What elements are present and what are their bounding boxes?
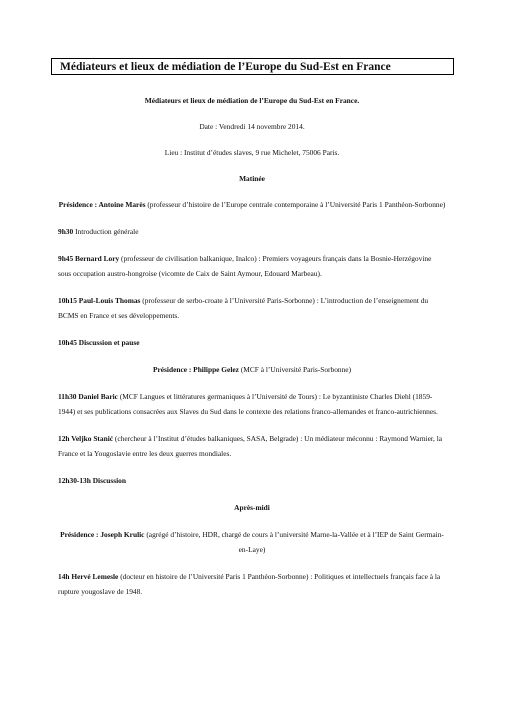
item-1200-label: 12h Veljko Stanić xyxy=(58,434,114,443)
program-item-1130 xyxy=(58,389,446,419)
item-0945-text: (professeur de civilisation balkanique, Inalco) : Premiers voyageurs français dans la Bosnie-Herzégovine sous occupation austro-hongroise (vicomte de Caix de Saint Aymour, Edouard Marbeau). xyxy=(58,254,432,278)
second-chair xyxy=(58,362,446,377)
second-chair-label: Présidence : Philippe Gelez xyxy=(152,365,239,374)
item-1130-label: 11h30 Daniel Baric xyxy=(58,392,118,401)
morning-chair-text: (professeur d’histoire de l’Europe centrale contemporaine à l’Université Paris 1 Panthéon-Sorbonne) xyxy=(147,200,446,209)
item-0945-label: 9h45 Bernard Lory xyxy=(58,254,120,263)
program-item-1400 xyxy=(58,569,446,599)
afternoon-chair-label: Présidence : Joseph Krulic xyxy=(60,530,145,539)
item-1400-text: (docteur en histoire de l’Université Paris 1 Panthéon-Sorbonne) : Politiques et intellectuels français face à la rupture yougoslave de 1948. xyxy=(58,572,441,596)
program-item-1230: 12h30-13h Discussion xyxy=(58,476,126,485)
program-item-1200 xyxy=(58,431,446,461)
document-body xyxy=(58,93,446,611)
program-item-1045: 10h45 Discussion et pause xyxy=(58,338,140,347)
subtitle: Médiateurs et lieux de médiation de l’Europe du Sud-Est en France. xyxy=(144,96,360,105)
item-1015-text: (professeur de serbo-croate à l’Université Paris-Sorbonne) : L’introduction de l’enseignement du BCMS en France et ses développements. xyxy=(58,296,429,320)
document-title-box: Médiateurs et lieux de médiation de l’Europe du Sud-Est en France xyxy=(51,58,454,75)
item-1400-label: 14h Hervé Lemesle xyxy=(58,572,119,581)
program-item-1015 xyxy=(58,293,446,323)
morning-heading: Matinée xyxy=(239,174,265,183)
date-line: Date : Vendredi 14 novembre 2014. xyxy=(199,122,305,131)
morning-chair xyxy=(58,197,446,212)
item-1015-label: 10h15 Paul-Louis Thomas xyxy=(58,296,141,305)
morning-chair-label: Présidence : Antoine Marès xyxy=(58,200,146,209)
afternoon-chair xyxy=(58,527,446,557)
afternoon-chair-text: (agrégé d’histoire, HDR, chargé de cours à l’université Marne-la-Vallée et à l’IEP de Saint Germain-en-Laye) xyxy=(146,530,444,554)
afternoon-heading: Après-midi xyxy=(234,503,270,512)
program-item-0945 xyxy=(58,251,446,281)
item-0930-text: Introduction générale xyxy=(75,227,139,236)
item-1200-text: (chercheur à l’Institut d’études balkaniques, SASA, Belgrade) : Un médiateur méconnu : Raymond Warnier, la France et la Yougoslavie entre les deux guerres mondiales. xyxy=(58,434,443,458)
item-0930-time: 9h30 xyxy=(58,227,74,236)
second-chair-text: (MCF à l’Université Paris-Sorbonne) xyxy=(240,365,352,374)
item-1130-text: (MCF Langues et littératures germaniques à l’Université de Tours) : Le byzantiniste Charles Diehl (1859-1944) et ses publications consacrées aux Slaves du Sud dans le contexte des relations franco-allemandes et franco-autrichiennes. xyxy=(58,392,438,416)
place-line: Lieu : Institut d’études slaves, 9 rue Michelet, 75006 Paris. xyxy=(164,148,340,157)
program-item-0930 xyxy=(58,224,446,239)
